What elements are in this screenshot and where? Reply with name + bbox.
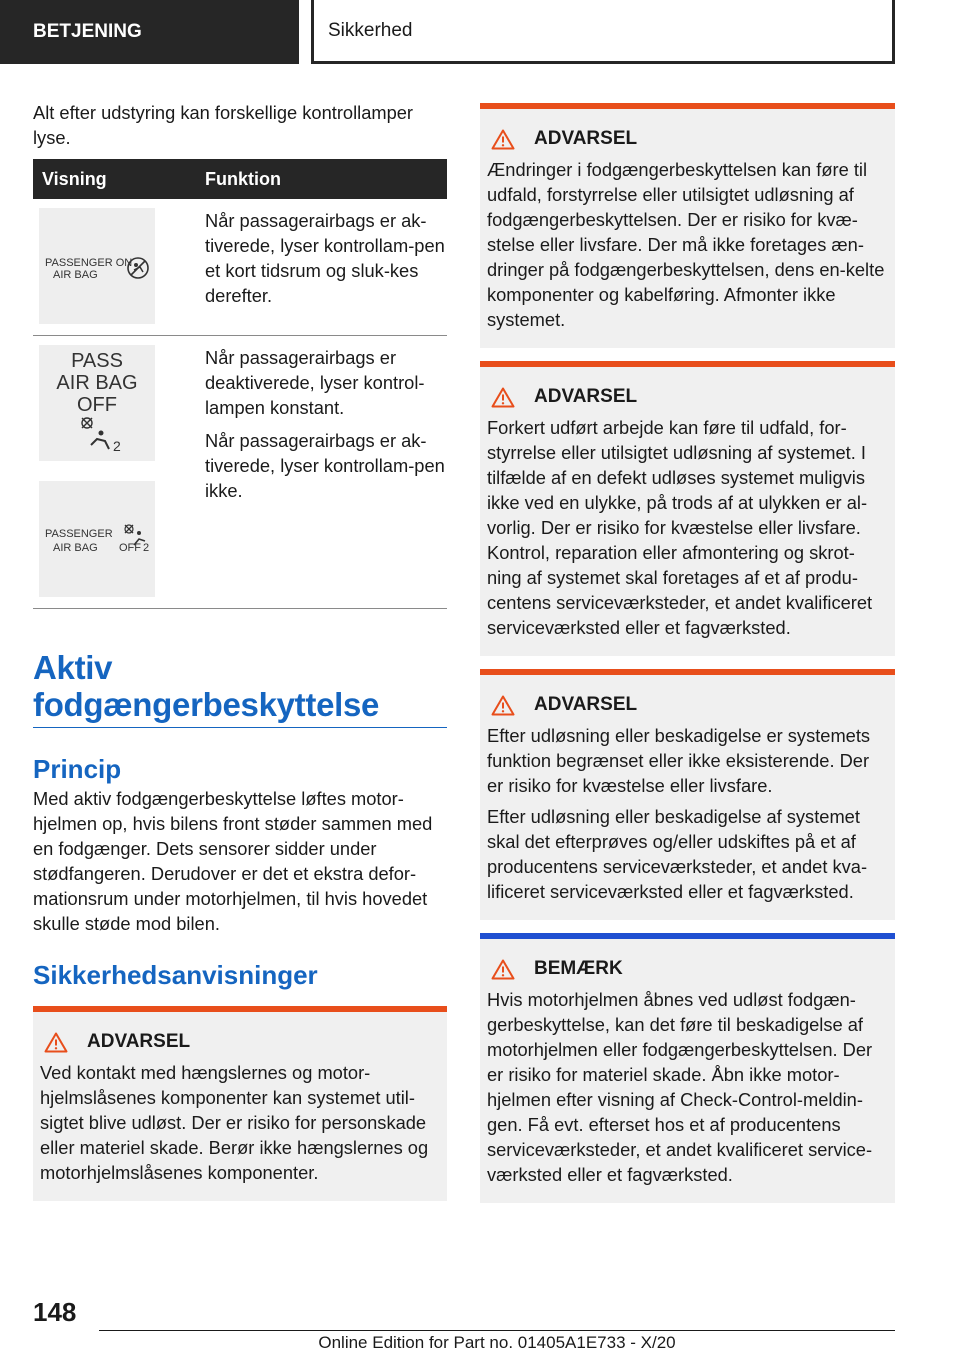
warning-triangle-icon [44,1032,68,1053]
intro-text: Alt efter udstyring kan forskellige kontrollamper lyse. [33,102,414,148]
warning-box [33,1006,447,1201]
warning-title-label: ADVARSEL [534,694,638,715]
warning-triangle-icon [491,959,515,980]
lamp3-num: 2 [143,542,150,554]
warning-title [487,367,888,415]
table-row [33,199,447,336]
right-column [480,103,895,1203]
warning-text: Ændringer i fodgængerbeskyttelsen kan føre til udfald, forstyrrelse eller utilsigtet udløsning af fodgængerbeskyttelsen. Der er risiko for kvæ-stelse eller livsfare. Der må ikke foretages æn-dringer på fodgængerbeskyttelsen, dens en-kelte komponenter og kabelføring. Afmonter ikke systemet. [487,159,885,330]
lamp3-line1: PASSENGER [45,528,113,540]
header-chapter-tab [311,0,895,64]
notice-title [487,939,888,987]
warning-text: Efter udløsning eller beskadigelse er systemets funktion begrænset eller ikke eksisterende. Der er risiko for kvæstelse eller livsfare. [487,725,871,796]
warning-text: Efter udløsning eller beskadigelse af systemet skal det efterprøves og/eller udskiftes på et af producentens serviceværksteder, et andet kva-lificeret serviceværksted eller et fagværksted. [487,806,868,902]
warning-box [480,669,895,920]
pass-airbag-off-lamp-image [39,345,155,461]
warning-box [480,361,895,656]
warning-title-label: ADVARSEL [534,128,638,149]
warning-box [480,103,895,348]
lamp1-line1: PASSENGER ON [45,257,133,269]
lamp2-line2: AIR BAG [56,372,138,394]
passenger-airbag-off-lamp-image [39,481,155,597]
passenger-airbag-on-lamp-image [39,208,155,324]
header-section-tab [0,0,299,64]
table-header-display: Visning [42,168,107,189]
notice-title-label: BEMÆRK [534,958,623,979]
page-number: 148 [33,1297,77,1327]
notice-box [480,933,895,1203]
table-header [33,159,447,199]
warning-title-label: ADVARSEL [87,1031,191,1052]
lamp1-line2: AIR BAG [53,269,98,281]
warning-text: Ved kontakt med hængslernes og motor-hjelmslåsenes komponenter kan systemet util-sigtet blive udløst. Der er risiko for personskade eller materiel skade. Berør ikke hængslernes og motorhjelmslåsenes komponenter. [40,1062,429,1183]
lamp3-line2: AIR BAG [53,542,98,554]
lamp2-num: 2 [113,438,121,454]
row2-function-text-a: Når passagerairbags er deaktiverede, lyser kontrol-lampen konstant. [205,347,425,418]
notice-text: Hvis motorhjelmen åbnes ved udløst fodgæn-gerbeskyttelse, kan det føre til beskadigelse af motorhjelmen eller fodgængerbeskyttelsen. Der er risiko for materiel skade. Åbn ikke motor-hjelmen efter visning af Check-Control-meldin-gen. Få evt. efterset hos et af producentens serviceværksteder, et andet kvalificeret service-værksted eller et fagværksted. [487,989,873,1185]
warning-triangle-icon [491,129,515,150]
lamp2-line1: PASS [71,350,123,372]
header-section-label: BETJENING [33,21,142,42]
section-title: Aktiv fodgængerbeskyttelse [33,649,447,728]
safety-heading: Sikkerhedsanvisninger [33,960,318,990]
warning-triangle-icon [491,387,515,408]
indicator-table [33,159,447,609]
left-column [33,100,447,1201]
lamp2-line3: OFF [77,394,117,416]
principle-text: Med aktiv fodgængerbeskyttelse løftes motor-hjelmen op, hvis bilens front støder sammen med en fodgænger. Dets sensorer sidder under stødfangeren. Derudover er det et ekstra defor-mationsrum under motorhjelmen, til hvis hovedet skulle støde mod bilen. [33,788,433,934]
principle-heading: Princip [33,754,122,784]
warning-title [40,1012,440,1060]
row1-function-text: Når passagerairbags er ak-tiverede, lyser kontrollam-pen et kort tidsrum og sluk-kes derefter. [205,210,445,306]
warning-title [487,109,888,157]
lamp3-line3: OFF [119,542,141,554]
warning-title-label: ADVARSEL [534,386,638,407]
warning-triangle-icon [491,695,515,716]
table-header-function: Funktion [205,168,281,189]
footer-rule [99,1330,895,1331]
warning-title [487,675,888,723]
row2-function-text-b: Når passagerairbags er ak-tiverede, lyser kontrollam-pen ikke. [205,430,445,501]
footer-edition: Online Edition for Part no. 01405A1E733 - X/20 [318,1333,676,1352]
header-chapter-label: Sikkerhed [328,19,413,41]
warning-text: Forkert udført arbejde kan føre til udfald, for-styrrelse eller utilsigtet udløsning af systemet. I tilfælde af en defekt udløses systemet muligvis ikke ved en ulykke, på trods af at ulykken er al-vorlig. Der er risiko for kvæstelse eller livsfare. Kontrol, reparation eller afmontering og skrot-ning af systemet skal foretages af et af produ-centens serviceværksteder, et andet kvalificeret serviceværksted eller et fagværksted. [487,417,873,638]
table-row [33,336,447,609]
